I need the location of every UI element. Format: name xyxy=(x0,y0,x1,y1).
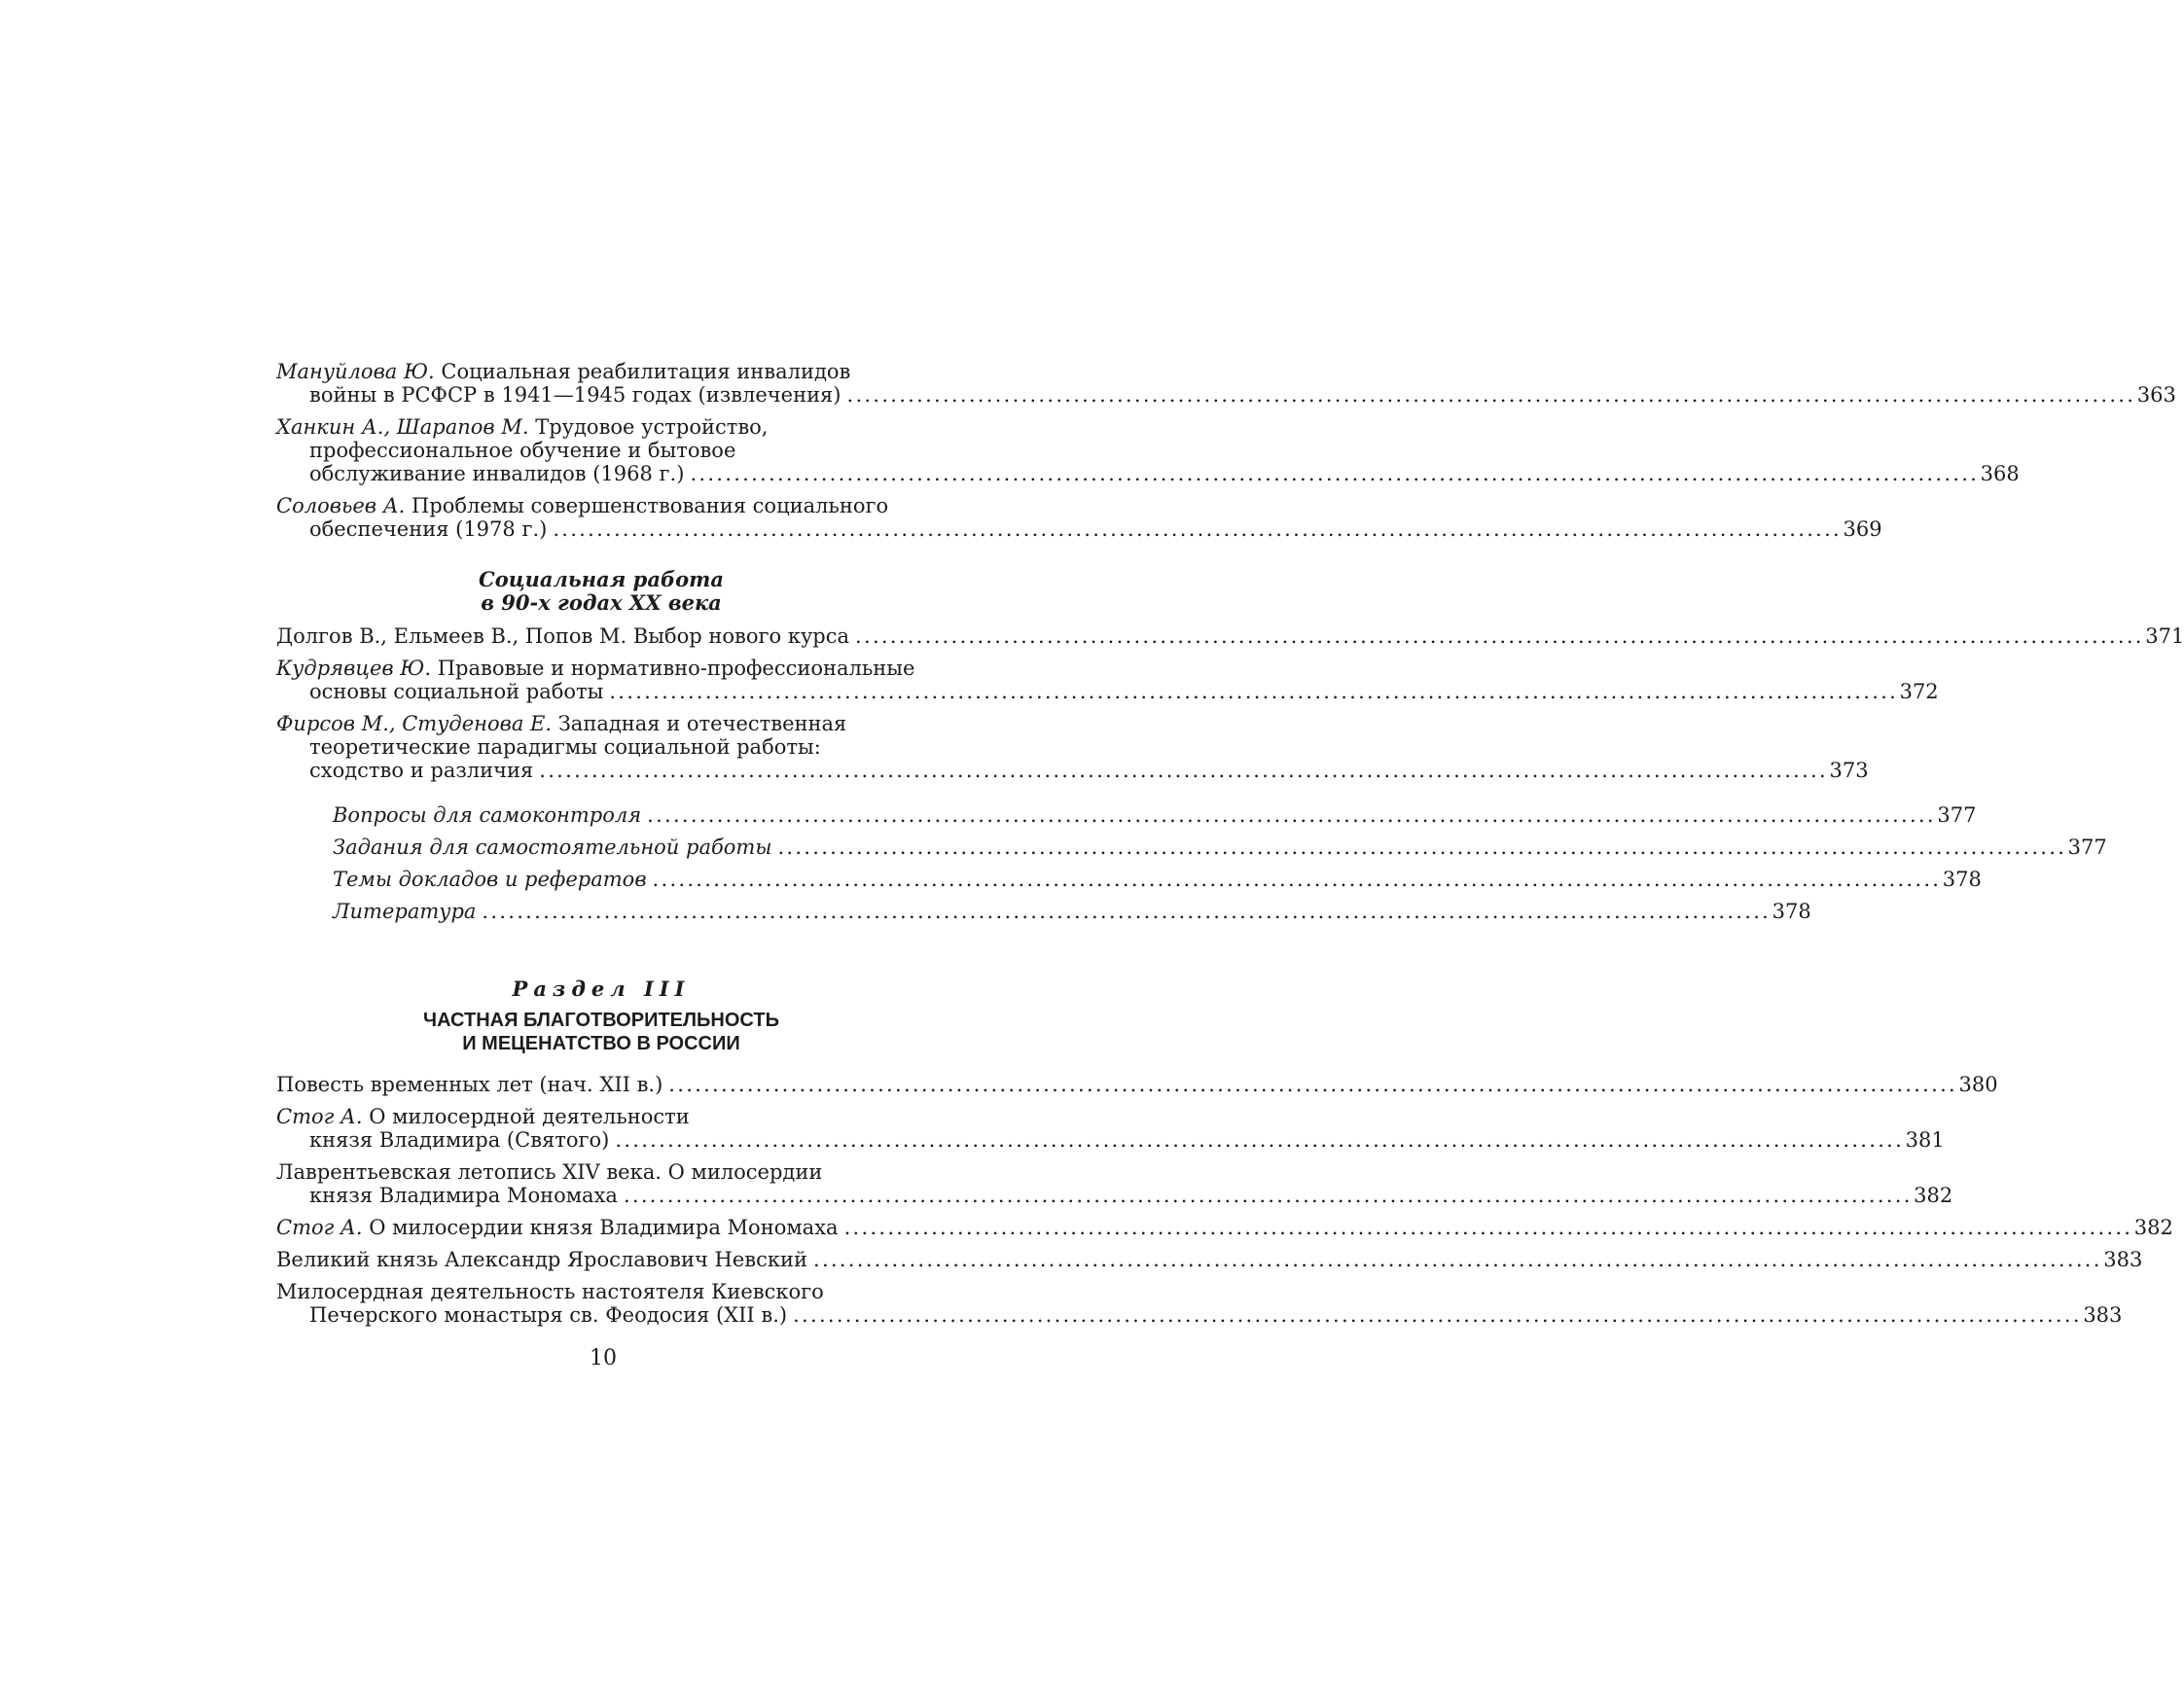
toc-entry-title: Печерского монастыря св. Феодосия (XII в.) xyxy=(309,1303,788,1327)
toc-entry-page: 368 xyxy=(1980,462,2020,485)
toc-entry-author: Ханкин А., Шарапов М. xyxy=(276,415,529,439)
toc-entry-page: 381 xyxy=(1905,1128,1945,1152)
toc-entry xyxy=(276,1248,2143,1271)
toc-entry-page: 383 xyxy=(2103,1248,2143,1271)
toc-entry-page: 382 xyxy=(1914,1184,1953,1207)
toc-entry-line xyxy=(276,439,926,462)
toc-group-study-materials xyxy=(276,803,2107,923)
toc-entry-author: Стог А. xyxy=(276,1105,363,1128)
toc-entry-title: основы социальной работы xyxy=(309,680,604,703)
toc-entry-title: обслуживание инвалидов (1968 г.) xyxy=(309,462,685,485)
toc-entry-title: Лаврентьевская летопись XIV века. О милосердии xyxy=(276,1160,823,1184)
toc-entry-title: Проблемы совершенствования социального xyxy=(411,494,889,517)
toc-entry xyxy=(276,1160,1953,1207)
dot-leader xyxy=(844,1216,2129,1239)
toc-entry-text xyxy=(309,680,603,703)
toc-entry-text xyxy=(276,1073,662,1096)
toc-entry-title: Долгов В., Ельмеев В., Попов М. Выбор нового курса xyxy=(276,624,850,648)
toc-entry-line xyxy=(276,360,926,383)
toc-entry-line xyxy=(276,494,926,517)
toc-entry-text xyxy=(276,1216,839,1239)
dot-leader xyxy=(653,868,1937,891)
toc-entry-title: князя Владимира (Святого) xyxy=(309,1128,610,1152)
toc-entry-text xyxy=(276,1248,807,1271)
toc-sub-entry-title: Вопросы для самоконтроля xyxy=(333,803,642,827)
toc-entry-title: Великий князь Александр Ярославович Невский xyxy=(276,1248,807,1271)
toc-entry xyxy=(276,624,2184,648)
toc-entry-title: Трудовое устройство, xyxy=(535,415,769,439)
table-of-contents xyxy=(276,360,2184,1335)
toc-entry-text xyxy=(276,624,849,648)
toc-entry-page: 372 xyxy=(1899,680,1939,703)
toc-group-section-3 xyxy=(276,1073,2173,1327)
section-title-line-2: И МЕЦЕНАТСТВО В РОССИИ xyxy=(462,1033,740,1054)
toc-entry-text xyxy=(309,735,821,759)
toc-entry-line xyxy=(276,657,926,680)
toc-entry-text xyxy=(309,1184,618,1207)
dot-leader xyxy=(855,624,2139,648)
toc-sub-entry-page: 378 xyxy=(1942,868,1982,891)
toc-sub-entry-title: Задания для самостоятельной работы xyxy=(333,836,772,859)
toc-entry-line xyxy=(276,462,2020,485)
toc-entry-title: войны в РСФСР в 1941—1945 годах (извлечения) xyxy=(309,383,841,407)
dot-leader xyxy=(690,462,1974,485)
toc-entry-title: обеспечения (1978 г.) xyxy=(309,517,548,541)
toc-sub-entry-title: Темы докладов и рефератов xyxy=(333,868,647,891)
subsection-heading-line-1: Социальная работа xyxy=(479,567,724,591)
toc-sub-entry-page: 377 xyxy=(1937,803,1977,827)
toc-entry-title: профессиональное обучение и бытовое xyxy=(309,439,736,462)
dot-leader xyxy=(777,836,2061,859)
toc-entry-text xyxy=(309,1128,609,1152)
toc-entry-line xyxy=(276,1184,1953,1207)
toc-entry-line xyxy=(276,1160,926,1184)
toc-entry-text xyxy=(309,439,735,462)
dot-leader xyxy=(482,900,1766,923)
toc-sub-entry xyxy=(276,836,2107,859)
toc-entry xyxy=(276,415,2020,485)
toc-entry xyxy=(276,1216,2173,1239)
toc-entry-title: князя Владимира Мономаха xyxy=(309,1184,618,1207)
toc-entry-author: Стог А. xyxy=(276,1216,363,1239)
toc-entry-line xyxy=(276,1216,2173,1239)
toc-entry-author: Фирсов М., Студенова Е. xyxy=(276,712,553,735)
toc-entry xyxy=(276,712,1869,782)
toc-entry-title: сходство и различия xyxy=(309,759,534,782)
toc-entry-text xyxy=(309,462,684,485)
toc-entry-text xyxy=(276,360,850,383)
toc-entry-text xyxy=(276,494,888,517)
subsection-heading-line-2: в 90-х годах XX века xyxy=(481,590,722,615)
toc-sub-entry-title: Литература xyxy=(333,900,477,923)
toc-entry xyxy=(276,1280,2123,1327)
toc-entry-line xyxy=(276,1105,926,1128)
toc-entry-page: 373 xyxy=(1829,759,1869,782)
toc-sub-entry-page: 378 xyxy=(1772,900,1811,923)
toc-sub-entry-line xyxy=(333,900,1811,923)
dot-leader xyxy=(847,383,2131,407)
section-title xyxy=(276,1009,926,1055)
toc-entry xyxy=(276,1073,1998,1096)
toc-entry-title: О милосердии князя Владимира Мономаха xyxy=(369,1216,839,1239)
toc-entry-title: Повесть временных лет (нач. XII в.) xyxy=(276,1073,663,1096)
toc-entry xyxy=(276,360,2176,407)
toc-entry-text xyxy=(309,1303,787,1327)
dot-leader xyxy=(609,680,1893,703)
toc-entry-title: теоретические парадигмы социальной работы: xyxy=(309,735,821,759)
toc-entry-line xyxy=(276,680,1939,703)
toc-sub-entry-line xyxy=(333,868,1982,891)
page-number: 10 xyxy=(590,1346,617,1370)
toc-entry-title: Западная и отечественная xyxy=(557,712,847,735)
toc-entry-text xyxy=(276,1160,822,1184)
toc-group-90s xyxy=(276,624,2184,782)
dot-leader xyxy=(813,1248,2097,1271)
toc-entry-page: 363 xyxy=(2136,383,2176,407)
toc-entry-page: 382 xyxy=(2133,1216,2173,1239)
toc-entry-text xyxy=(309,759,533,782)
toc-entry-line xyxy=(276,415,926,439)
subsection-heading xyxy=(276,568,926,615)
toc-entry-title: О милосердной деятельности xyxy=(369,1105,690,1128)
dot-leader xyxy=(539,759,1823,782)
toc-entry-page: 371 xyxy=(2145,624,2184,648)
toc-entry-line xyxy=(276,1073,1998,1096)
toc-entry-line xyxy=(276,1248,2143,1271)
toc-entry-text xyxy=(309,383,841,407)
toc-entry-text xyxy=(309,517,547,541)
toc-sub-entry-line xyxy=(333,803,1977,827)
toc-entry-line xyxy=(276,517,1882,541)
toc-sub-entry xyxy=(276,900,1811,923)
toc-entry-line xyxy=(276,1303,2123,1327)
dot-leader xyxy=(615,1128,1899,1152)
toc-entry xyxy=(276,1105,1945,1152)
dot-leader xyxy=(553,517,1837,541)
toc-entry-line xyxy=(276,624,2184,648)
toc-entry-line xyxy=(276,712,926,735)
section-label: Раздел III xyxy=(512,977,691,1001)
toc-entry-title: Социальная реабилитация инвалидов xyxy=(441,360,851,383)
toc-entry-text xyxy=(276,657,914,680)
toc-entry-text xyxy=(276,415,768,439)
toc-entry-page: 380 xyxy=(1958,1073,1998,1096)
toc-entry-text xyxy=(276,1280,824,1303)
toc-entry-line xyxy=(276,383,2176,407)
toc-sub-entry-page: 377 xyxy=(2067,836,2107,859)
toc-entry-title: Правовые и нормативно-профессиональные xyxy=(437,657,915,680)
toc-entry-author: Мануйлова Ю. xyxy=(276,360,435,383)
dot-leader xyxy=(647,803,1931,827)
toc-entry-line xyxy=(276,1280,926,1303)
toc-entry-text xyxy=(276,1105,690,1128)
toc-group-before-subsection xyxy=(276,360,2176,541)
toc-entry-page: 369 xyxy=(1843,517,1882,541)
toc-entry-author: Соловьев А. xyxy=(276,494,406,517)
toc-entry xyxy=(276,494,1882,541)
toc-sub-entry-line xyxy=(333,836,2107,859)
toc-entry-line xyxy=(276,759,1869,782)
toc-entry-line xyxy=(276,1128,1945,1152)
dot-leader xyxy=(624,1184,1908,1207)
dot-leader xyxy=(668,1073,1952,1096)
toc-entry-page: 383 xyxy=(2083,1303,2123,1327)
toc-sub-entry xyxy=(276,868,1982,891)
toc-entry-text xyxy=(276,712,846,735)
toc-sub-entry xyxy=(276,803,1977,827)
toc-entry xyxy=(276,657,1939,703)
toc-entry-author: Кудрявцев Ю. xyxy=(276,657,432,680)
toc-entry-line xyxy=(276,735,926,759)
dot-leader xyxy=(793,1303,2077,1327)
section-title-line-1: ЧАСТНАЯ БЛАГОТВОРИТЕЛЬНОСТЬ xyxy=(423,1010,779,1031)
toc-entry-title: Милосердная деятельность настоятеля Киевского xyxy=(276,1280,824,1303)
